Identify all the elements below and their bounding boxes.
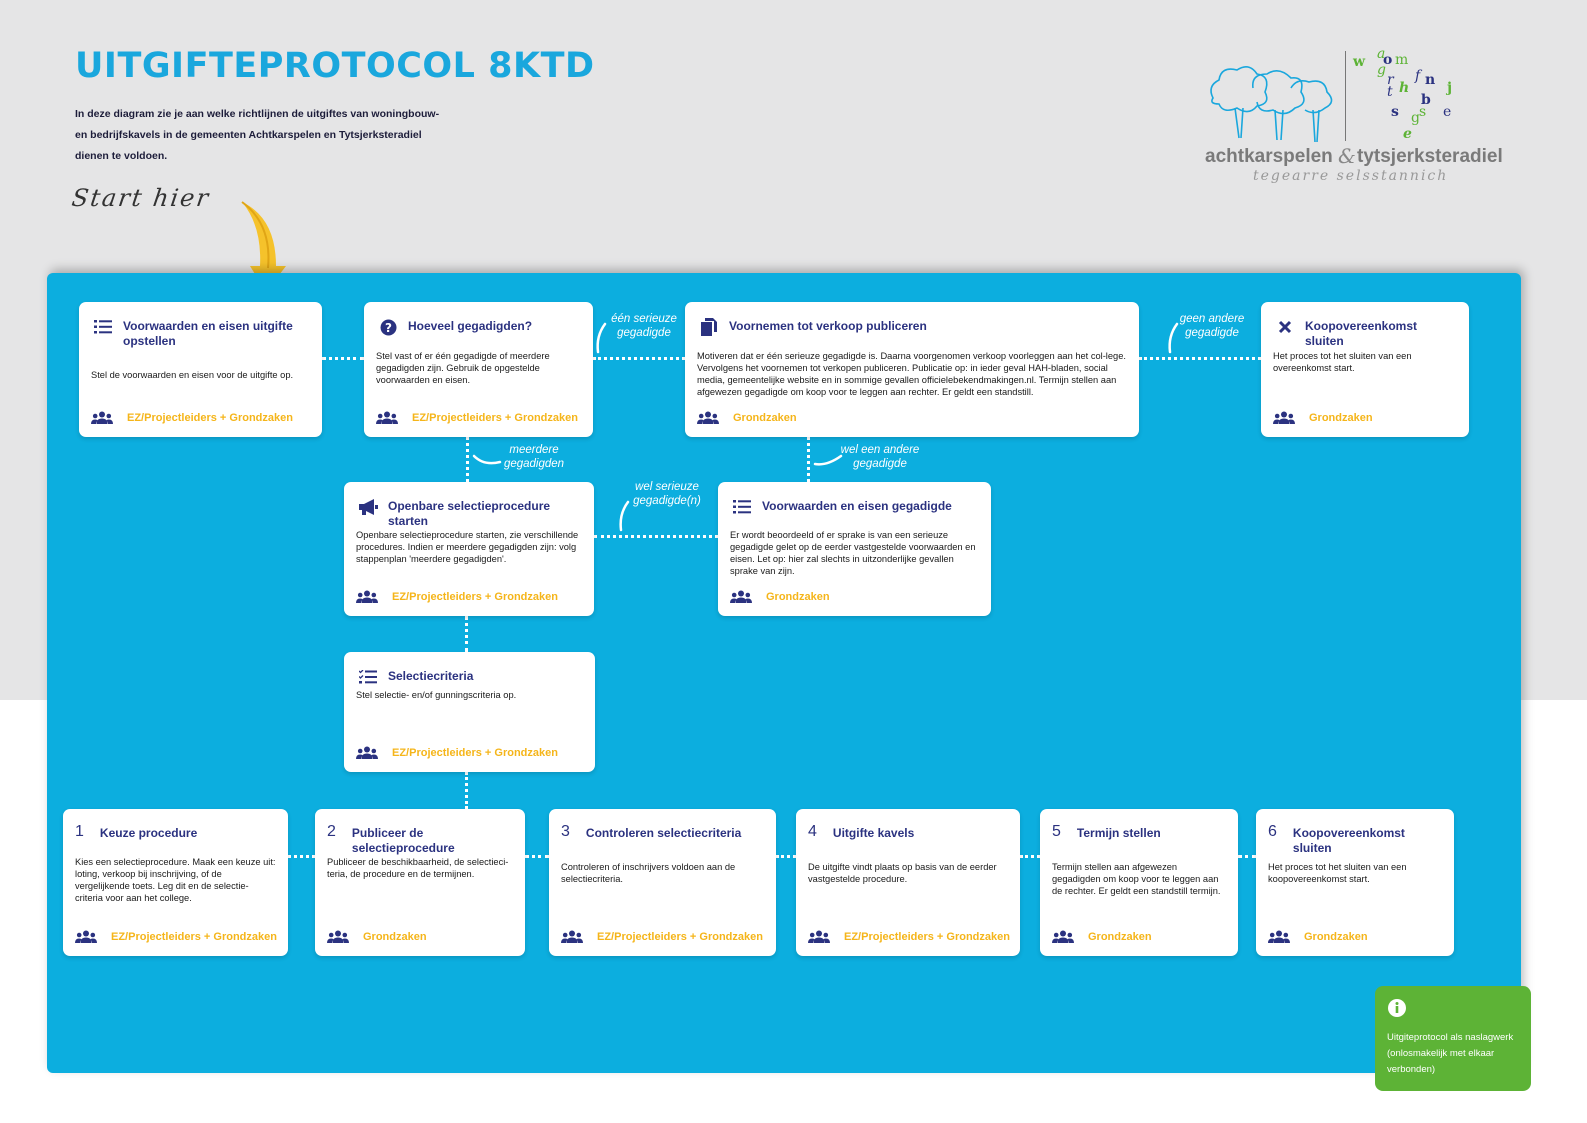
connector [288,855,315,858]
card-koopovereenkomst-sluiten-top [1261,302,1469,437]
step-title: Termijn stellen [1076,826,1161,840]
logo-ampersand: & [1338,144,1356,168]
card-role: EZ/Projectleiders + Grondzaken [392,747,558,759]
card-title: Hoeveel gegadigden? [408,319,533,333]
connector [465,616,468,652]
card-body: Motiveren dat er één serieuze gegadigde is. Daarna voorgenomen verkoop voorleggen aan het col-lege. Vervolgens het voornemen tot verkopen publiceren. Publicatie op: in ieder geval HAH-bladen, social media, gemeentelijke website en in sommige gevallen officielebekendmakingen.nl. Termijn stellen aan afgewezen gegadigde om koop voor te leggen aan rechter. Er geldt een standstill. [697,351,1126,397]
step-body: Termijn stellen aan afgewezen gegadigden om koop voor te leggen aan de rechter. Er geldt een standstill termijn. [1052,862,1221,896]
list-icon [730,497,754,517]
card-voorwaarden-eisen-gegadigde [718,482,991,616]
people-icon [356,746,378,760]
edge-label-meerdere-gegadigden: meerdere gegadigden [503,444,565,470]
step-number: 4 [808,823,817,840]
step-title: Publiceer de selectieprocedure [351,826,455,855]
logo-letter: h [1399,80,1410,96]
card-title: Koopovereenkomst sluiten [1305,319,1418,348]
people-icon [1268,930,1290,944]
municipality-logo [1205,46,1503,196]
card-role: EZ/Projectleiders + Grondzaken [392,591,558,603]
card-body: Er wordt beoordeeld of er sprake is van een serieuze gegadigde gelet op de eerder vastgestelde voorwaarden en eisen. Let op: hier zal slechts in uitzonderlijke gevallen sprake van zijn. [730,530,976,576]
card-footer [1273,411,1373,425]
list-icon [91,317,115,337]
connector [322,357,364,360]
step-card-4 [796,809,1020,956]
card-footer [730,590,830,604]
megaphone-icon [356,497,380,517]
note-text: Uitgiteprotocol als naslagwerk (onlosmakelijk met elkaar verbonden) [1387,1032,1514,1075]
card-body: Het proces tot het sluiten van een overeenkomst start. [1273,351,1412,373]
svg-text:?: ? [384,320,392,335]
logo-separator [1345,51,1346,141]
logo-letter: f [1415,68,1421,84]
step-role: Grondzaken [1088,931,1152,943]
card-title: Voornemen tot verkoop publiceren [729,319,927,333]
step-footer [808,930,1010,944]
card-role: Grondzaken [766,591,830,603]
trees-icon [1205,58,1340,148]
logo-letter: s [1391,104,1399,120]
step-role: EZ/Projectleiders + Grondzaken [111,931,277,943]
logo-letter: m [1395,52,1409,68]
card-role: EZ/Projectleiders + Grondzaken [412,412,578,424]
card-openbare-selectieprocedure [344,482,594,616]
connector [594,535,718,538]
people-icon [697,411,719,425]
step-role: EZ/Projectleiders + Grondzaken [597,931,763,943]
edge-label-wel-een-andere-gegadigde: wel een andere gegadigde [840,444,920,470]
step-role: EZ/Projectleiders + Grondzaken [844,931,1010,943]
connector [466,437,469,482]
checklist-icon [356,667,380,687]
connector [807,437,810,482]
people-icon [327,930,349,944]
documents-icon [697,317,721,337]
card-role: EZ/Projectleiders + Grondzaken [127,412,293,424]
connector [1139,357,1261,360]
step-footer [327,930,427,944]
edge-label-een-serieuze-gegadigde: één serieuze gegadigde [611,313,677,339]
step-role: Grondzaken [363,931,427,943]
step-footer [1268,930,1368,944]
edge-label-wel-serieuze-gegadigden: wel serieuze gegadigde(n) [633,481,701,507]
people-icon [1052,930,1074,944]
people-icon [376,411,398,425]
logo-letter: w [1353,54,1366,70]
card-footer [91,411,293,425]
logo-letter: e [1443,104,1452,120]
step-card-2 [315,809,525,956]
connector [525,855,549,858]
step-footer [1052,930,1152,944]
logo-tagline: tegearre selsstannich [1253,168,1449,184]
step-card-1 [63,809,288,956]
card-body: Stel de voorwaarden en eisen voor de uitgifte op. [91,370,294,380]
people-icon [730,590,752,604]
people-icon [356,590,378,604]
step-body: Controleren of inschrijvers voldoen aan de selectiecriteria. [561,862,736,884]
card-voorwaarden-eisen-uitgifte [79,302,322,437]
logo-letter: s [1419,104,1427,120]
card-footer [356,590,558,604]
step-number: 6 [1268,823,1277,840]
close-icon [1273,317,1297,337]
card-title: Selectiecriteria [388,669,474,683]
step-title: Keuze procedure [99,826,198,840]
step-body: De uitgifte vindt plaats op basis van de eerder vastgestelde procedure. [808,862,997,884]
card-body: Stel vast of er één gegadigde of meerdere gegadigden zijn. Gebruik de opgestelde voorwaarden en eisen. [376,351,550,385]
logo-letter: g [1377,62,1386,78]
card-title: Openbare selectieprocedure starten [388,499,551,528]
question-icon [376,317,400,337]
step-body: Publiceer de beschikbaarheid, de selectieci-teria, de procedure en de termijnen. [327,857,509,879]
step-body: Het proces tot het sluiten van een koopovereenkomst start. [1268,862,1407,884]
step-title: Uitgifte kavels [832,826,915,840]
step-card-5 [1040,809,1238,956]
logo-letter: a [1377,46,1386,62]
step-footer [561,930,763,944]
logo-letter: j [1447,80,1453,96]
page-title: UITGIFTEPROTOCOL 8KTD [75,46,595,86]
card-title: Voorwaarden en eisen uitgifte opstellen [123,319,293,348]
people-icon [808,930,830,944]
card-title: Voorwaarden en eisen gegadigde [762,499,952,513]
logo-letter: n [1425,72,1436,88]
step-card-6 [1256,809,1454,956]
card-body: Openbare selectieprocedure starten, zie verschillende procedures. Indien er meerdere gegadigden zijn: volg stappenplan 'meerdere gegadigden'. [356,530,579,564]
connector [1020,855,1040,858]
start-here-label: Start hier [70,184,212,212]
step-title: Controleren selectiecriteria [585,826,742,840]
logo-letter: g [1411,110,1420,126]
step-number: 2 [327,823,336,840]
logo-letter: b [1421,92,1431,108]
logo-letter: r [1387,72,1394,88]
card-voornemen-verkoop-publiceren [685,302,1139,437]
intro-text: In deze diagram zie je aan welke richtlijnen de uitgiftes van woningbouw-en bedrijfskavels in de gemeenten Achtkarspelen en Tytsjerksteradiel dienen te voldoen. [75,108,440,162]
logo-letter: e [1403,126,1412,142]
people-icon [91,411,113,425]
logo-name-achtkarspelen: achtkarspelen [1205,146,1333,167]
people-icon [561,930,583,944]
connector [465,772,468,809]
reference-note [1375,986,1531,1091]
card-footer [356,746,558,760]
card-role: Grondzaken [733,412,797,424]
edge-label-geen-andere-gegadigde: geen andere gegadigde [1179,313,1245,339]
card-footer [376,411,578,425]
connector [1238,855,1256,858]
step-title: Koopovereenkomst sluiten [1292,826,1405,855]
step-number: 1 [75,823,84,840]
step-role: Grondzaken [1304,931,1368,943]
step-number: 3 [561,823,570,840]
logo-name-tytsjerksteradiel: tytsjerksteradiel [1357,146,1503,167]
logo-letter: o [1383,52,1393,68]
connector [776,855,796,858]
info-icon [1387,998,1407,1018]
step-footer [75,930,277,944]
step-body: Kies een selectieprocedure. Maak een keuze uit: loting, verkoop bij inschrijving, of de vergelijkende toets. Leg dit en de selectie-criteria voor aan het college. [75,857,276,903]
step-number: 5 [1052,823,1061,840]
logo-letter: t [1387,84,1393,100]
step-card-3 [549,809,776,956]
people-icon [1273,411,1295,425]
card-role: Grondzaken [1309,412,1373,424]
card-footer [697,411,797,425]
card-body: Stel selectie- en/of gunningscriteria op. [356,690,517,700]
card-hoeveel-gegadigden [364,302,593,437]
people-icon [75,930,97,944]
card-selectiecriteria [344,652,595,772]
